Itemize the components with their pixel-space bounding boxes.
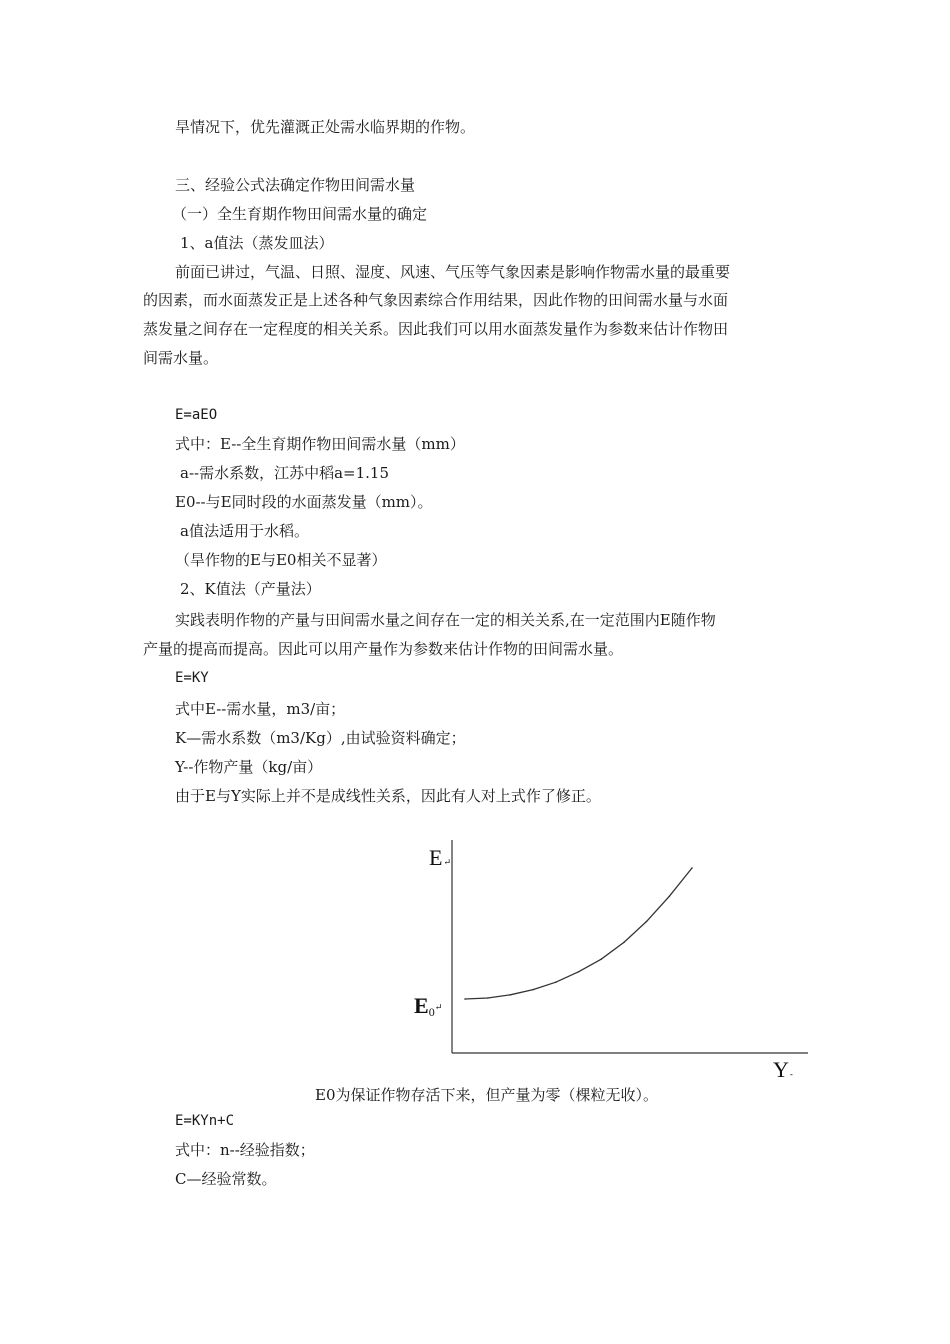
definition-line: 式中E--需水量，m3/亩； xyxy=(175,700,346,718)
curve-point xyxy=(578,971,580,973)
figure-caption: E0为保证作物存活下来，但产量为零（棵粒无收）。 xyxy=(315,1086,658,1104)
definition-line: E0--与E同时段的水面蒸发量（mm）。 xyxy=(175,493,433,511)
curve-point xyxy=(464,998,466,1000)
definition-line: 式中：E--全生育期作物田间需水量（mm） xyxy=(175,435,465,453)
formula: E=KY xyxy=(175,670,209,686)
paragraph-line: 产量的提高而提高。因此可以用产量作为参数来估计作物的田间需水量。 xyxy=(143,640,624,658)
curve-point xyxy=(646,921,648,923)
paragraph-line: 的因素，而水面蒸发正是上述各种气象因素综合作用结果，因此作物的田间需水量与水面 xyxy=(143,291,729,309)
formula: E=aEO xyxy=(175,407,218,423)
definition-line: a--需水系数，江苏中稻a=1.15 xyxy=(180,464,389,482)
curve-point xyxy=(691,867,693,869)
x-axis-label: Y- xyxy=(773,1057,793,1082)
paragraph-line: 前面已讲过，气温、日照、湿度、风速、气压等气象因素是影响作物需水量的最重要 xyxy=(175,263,731,281)
definition-line: 式中：n--经验指数； xyxy=(175,1141,315,1159)
definition-line: Y--作物产量（kg/亩） xyxy=(175,758,323,776)
text-line: 旱情况下，优先灌溉正处需水临界期的作物。 xyxy=(175,118,476,136)
curve-point xyxy=(623,942,625,944)
y-axis-label: E↵ xyxy=(429,845,451,870)
subsection-heading: （一）全生育期作物田间需水量的确定 xyxy=(172,205,428,223)
method-heading: 2、K值法（产量法） xyxy=(180,580,321,598)
definition-line: C—经验常数。 xyxy=(175,1170,277,1188)
section-heading: 三、经验公式法确定作物田间需水量 xyxy=(175,176,416,194)
e0-label: E0↵ xyxy=(414,993,443,1019)
paragraph-line: 由于E与Y实际上并不是成线性关系，因此有人对上式作了修正。 xyxy=(175,787,601,805)
definition-line: K—需水系数（m3/Kg）,由试验资料确定； xyxy=(175,729,466,747)
note-line: （旱作物的E与E0相关不显著） xyxy=(175,551,387,569)
curve-point xyxy=(600,958,602,960)
paragraph-line: 蒸发量之间存在一定程度的相关关系。因此我们可以用水面蒸发量作为参数来估计作物田 xyxy=(143,320,729,338)
curve-point xyxy=(487,997,489,999)
formula: E=KYn+C xyxy=(175,1113,235,1129)
curve-point xyxy=(510,994,512,996)
curve-point xyxy=(532,989,534,991)
note-line: a值法适用于水稻。 xyxy=(180,522,309,540)
curve-point xyxy=(669,896,671,898)
curve-line xyxy=(465,868,692,999)
paragraph-line: 实践表明作物的产量与田间需水量之间存在一定的相关关系,在一定范围内E随作物 xyxy=(175,611,716,629)
paragraph-line: 间需水量。 xyxy=(143,349,219,367)
method-heading: 1、a值法（蒸发皿法） xyxy=(180,234,334,252)
curve-point xyxy=(555,981,557,983)
